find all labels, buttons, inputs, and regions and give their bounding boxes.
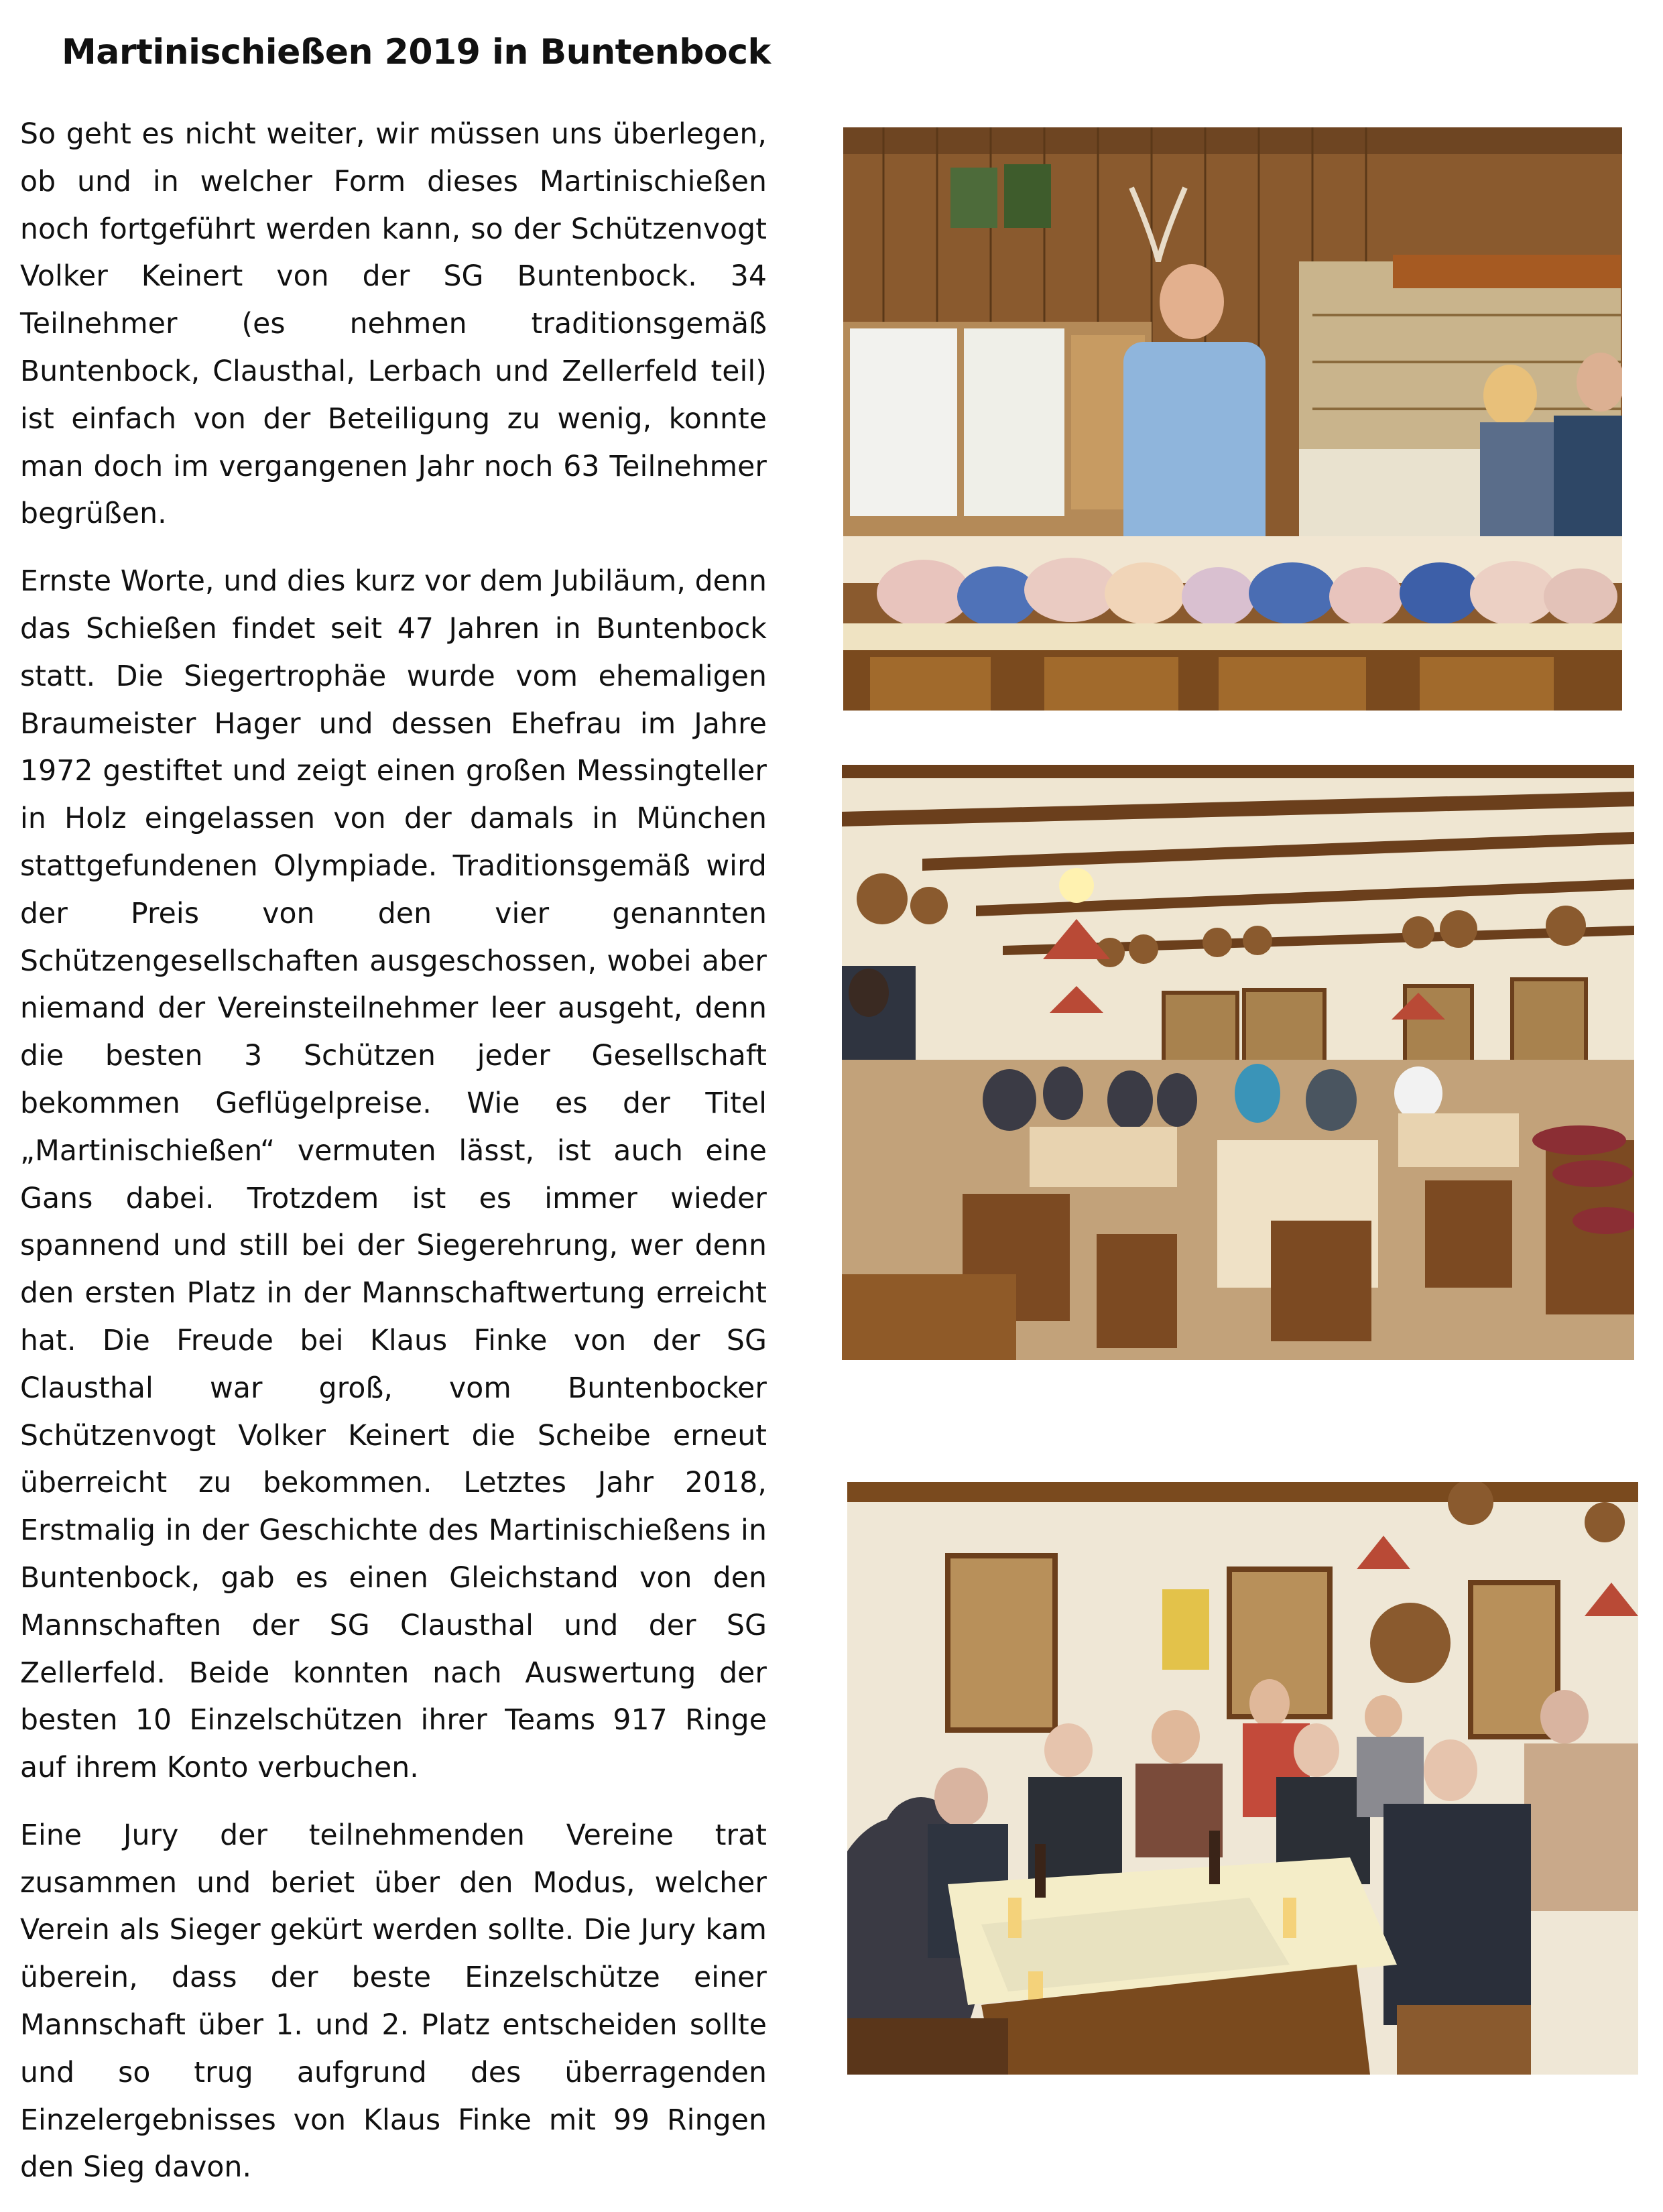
article-body <box>20 111 767 2212</box>
paragraph-1: So geht es nicht weiter, wir müssen uns überlegen, ob und in welcher Form dieses Martinischießen noch fortgeführt werden kann, so der Schützenvogt Volker Keinert von der SG Buntenbock. 34 Teilnehmer (es nehmen traditionsgemäß Buntenbock, Clausthal, Lerbach und Zellerfeld teil) ist einfach von der Beteiligung zu wenig, konnte man doch im vergangenen Jahr noch 63 Teilnehmer begrüßen. <box>20 118 767 531</box>
photo-speaker-with-prizes <box>843 127 1622 711</box>
photo-guests-at-table <box>847 1482 1638 2075</box>
page-title: Martinischießen 2019 in Buntenbock <box>62 32 771 72</box>
paragraph-2: Ernste Worte, und dies kurz vor dem Jubiläum, denn das Schießen findet seit 47 Jahren in Buntenbock statt. Die Siegertrophäe wurde vom ehemaligen Braumeister Hager und dessen Ehefrau im Jahre 1972 gestiftet und zeigt einen großen Messingteller in Holz eingelassen von der damals in München stattgefundenen Olympiade. Traditionsgemäß wird der Preis von den vier genannten Schützengesellschaften ausgeschossen, wobei aber niemand der Vereinsteilnehmer leer ausgeht, denn die besten 3 Schützen jeder Gesellschaft bekommen Geflügelpreise. Wie es der Titel „Martinischießen“ vermuten lässt, ist auch eine Gans dabei. Trotzdem ist es immer wieder spannend und still bei der Siegerehrung, wer denn den ersten Platz in der Mannschaftwertung erreicht hat. Die Freude bei Klaus Finke von der SG Clausthal war groß, vom Buntenbocker Schützenvogt Volker Keinert die Scheibe erneut überreicht zu bekommen. Letztes Jahr 2018, Erstmalig in der Geschichte des Martinischießens in Buntenbock, gab es einen Gleichstand von den Mannschaften der SG Clausthal und der SG Zellerfeld. Beide konnten nach Auswertung der besten 10 Einzelschützen ihrer Teams 917 Ringe auf ihrem Konto verbuchen. <box>20 565 767 1785</box>
photo-clubroom-tables <box>842 765 1634 1360</box>
paragraph-3: Eine Jury der teilnehmenden Vereine trat zusammen und beriet über den Modus, welcher Verein als Sieger gekürt werden sollte. Die Jury kam überein, dass der beste Einzelschütze einer Mannschaft über 1. und 2. Platz entscheiden sollte und so trug aufgrund des überragenden Einzelergebnisses von Klaus Finke mit 99 Ringen den Sieg davon. <box>20 1819 767 2185</box>
